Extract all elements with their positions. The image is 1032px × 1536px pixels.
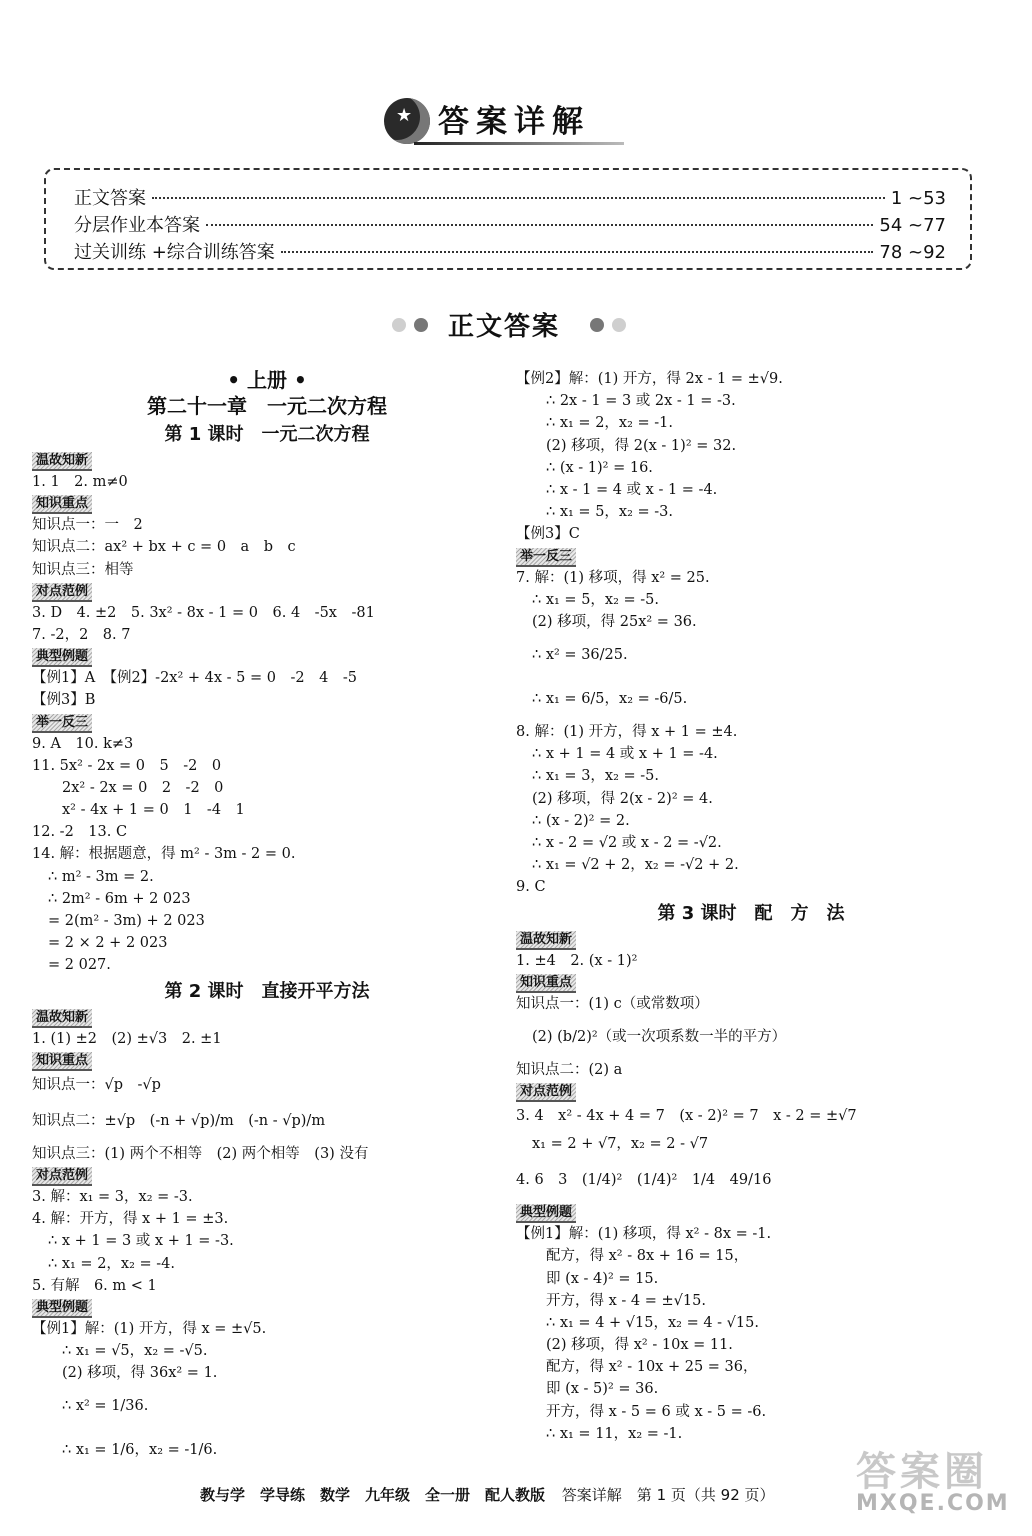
lesson-heading: 第 3 课时 配 方 法 [657, 902, 845, 924]
answer-line: ∴ x₁ = 6/5，x₂ = -6/5. [532, 691, 688, 708]
answer-line: 8. 解：(1) 开方，得 x + 1 = ±4. [516, 724, 738, 741]
header-banner [380, 92, 620, 152]
answer-line: 1. 1 2. m≠0 [32, 474, 128, 490]
watermark-top: 答案圈 [856, 1449, 988, 1495]
answer-line: ∴ x₁ = 2，x₂ = -1. [546, 415, 674, 432]
answer-line: = 2 × 2 + 2 023 [48, 935, 168, 952]
answer-line: (2) 移项，得 x² - 10x = 11. [546, 1337, 733, 1354]
answer-line: 4. 6 3 (1/4)² (1/4)² 1/4 49/16 [516, 1172, 772, 1189]
answer-line: x₁ = 2 + √7，x₂ = 2 - √7 [532, 1136, 709, 1153]
answer-line: 11. 5x² - 2x = 0 5 -2 0 [32, 757, 222, 774]
answer-line: 知识点二：ax² + bx + c = 0 a b c [32, 539, 296, 556]
answer-line: ∴ m² - 3m = 2. [48, 868, 154, 885]
answer-line: ∴ x₁ = 11，x₂ = -1. [546, 1425, 683, 1442]
toc-label: 正文答案 [74, 188, 146, 209]
answer-line: 知识点二：(2) a [516, 1061, 623, 1078]
section-tag: 举一反三 [516, 548, 576, 567]
answer-line: 开方，得 x - 4 = ±√15. [546, 1292, 706, 1309]
answer-line: 【例1】解：(1) 移项，得 x² - 8x = -1. [516, 1226, 772, 1243]
answer-line: 7. -2，2 8. 7 [32, 626, 131, 643]
toc-row[interactable] [74, 211, 946, 237]
section-tag: 对点范例 [32, 583, 92, 602]
answer-line: ∴ x - 2 = √2 或 x - 2 = -√2. [532, 835, 722, 851]
answer-line: (2) (b/2)²（或一次项系数一半的平方） [532, 1028, 787, 1045]
section-tag: 温故知新 [32, 1009, 92, 1028]
section-tag-row [516, 546, 986, 567]
page-title: 答案详解 [438, 104, 590, 140]
section-tag: 温故知新 [32, 452, 92, 471]
answer-line: 3. 解：x₁ = 3，x₂ = -3. [32, 1188, 193, 1205]
answer-line: 知识点三：相等 [32, 561, 134, 578]
section-tag: 对点范例 [516, 1083, 576, 1102]
bullet-dot-icon [414, 318, 428, 332]
toc-leader-dots [281, 251, 874, 253]
section-tag: 知识重点 [32, 1052, 92, 1071]
answer-line: ∴ x² = 36/25. [532, 647, 628, 664]
answer-line: 【例2】解：(1) 开方，得 2x - 1 = ±√9. [516, 371, 783, 387]
answer-line: 【例3】B [32, 692, 96, 709]
answer-line: ∴ x² = 1/36. [62, 1398, 149, 1415]
answer-line: ∴ x₁ = 4 + √15，x₂ = 4 - √15. [546, 1314, 759, 1331]
answer-line: ∴ x₁ = 1/6，x₂ = -1/6. [62, 1442, 218, 1459]
toc-label: 过关训练 +综合训练答案 [74, 242, 275, 263]
watermark-bottom: MXQE.COM [856, 1491, 1010, 1516]
section-tag: 知识重点 [516, 974, 576, 993]
chapter-heading: 第二十一章 一元二次方程 [147, 394, 387, 418]
section-tag-row [32, 646, 502, 667]
answer-line: x² - 4x + 1 = 0 1 -4 1 [62, 802, 245, 819]
answer-line: 7. 解：(1) 移项，得 x² = 25. [516, 569, 710, 586]
toc-leader-dots [206, 224, 873, 226]
answer-line: 【例1】A 【例2】-2x² + 4x - 5 = 0 -2 4 -5 [32, 670, 357, 687]
answer-line: 9. A 10. k≠3 [32, 735, 134, 752]
toc-label: 分层作业本答案 [74, 215, 200, 236]
answer-line: ∴ 2m² - 6m + 2 023 [48, 890, 191, 907]
answer-line: (2) 移项，得 36x² = 1. [62, 1365, 218, 1382]
toc-leader-dots [152, 197, 885, 199]
section-tag-row [516, 929, 986, 950]
star-icon: ★ [396, 105, 413, 126]
watermark [856, 1440, 1026, 1530]
answer-line: 知识点一：√p -√p [32, 1076, 161, 1093]
section-tag-row [32, 1050, 502, 1071]
section-tag-row [32, 1165, 502, 1186]
toc-row[interactable] [74, 184, 946, 210]
answer-line: 9. C [516, 879, 546, 896]
answer-line: ∴ x + 1 = 3 或 x + 1 = -3. [48, 1233, 234, 1250]
section-tag: 典型例题 [32, 1299, 92, 1318]
answer-line: ∴ x₁ = 5，x₂ = -5. [532, 591, 660, 608]
answer-line: (2) 移项，得 2(x - 2)² = 4. [532, 790, 713, 807]
title-underline [414, 142, 624, 145]
section-tag: 典型例题 [32, 648, 92, 667]
table-of-contents [44, 168, 972, 270]
answer-line: 1. ±4 2. (x - 1)² [516, 952, 638, 969]
toc-pages: 54 ~77 [879, 215, 946, 236]
answer-line: = 2 027. [48, 957, 111, 974]
answer-line: (2) 移项，得 2(x - 1)² = 32. [546, 437, 737, 454]
section-tag-row [32, 450, 502, 471]
answer-line: 即 (x - 4)² = 15. [546, 1270, 659, 1287]
answer-line: 知识点一：(1) c（或常数项） [516, 995, 709, 1012]
section-tag: 典型例题 [516, 1204, 576, 1223]
footer-page-info: 答案详解 第 1 页（共 92 页） [561, 1486, 775, 1504]
page-footer [200, 1484, 840, 1510]
answer-line: ∴ x - 1 = 4 或 x - 1 = -4. [546, 481, 718, 498]
section-tag-row [32, 712, 502, 733]
answer-line: 【例1】解：(1) 开方，得 x = ±√5. [32, 1320, 267, 1337]
section-tag: 对点范例 [32, 1167, 92, 1186]
section-tag-row [32, 1297, 502, 1318]
bullet-dot-icon [612, 318, 626, 332]
answer-line: 配方，得 x² - 8x + 16 = 15， [546, 1248, 749, 1265]
answer-line: 知识点三：(1) 两个不相等 (2) 两个相等 (3) 没有 [32, 1145, 369, 1162]
section-tag-row [516, 1081, 986, 1102]
answer-line: 3. D 4. ±2 5. 3x² - 8x - 1 = 0 6. 4 -5x -81 [32, 604, 375, 621]
answer-line: 知识点二：±√p (-n + √p)/m (-n - √p)/m [32, 1112, 326, 1129]
section-tag-row [32, 1007, 502, 1028]
answer-line: 5. 有解 6. m < 1 [32, 1277, 157, 1294]
section-tag-row [516, 972, 986, 993]
answer-line: 4. 解：开方，得 x + 1 = ±3. [32, 1211, 229, 1228]
answer-line: ∴ x₁ = √2 + 2，x₂ = -√2 + 2. [532, 857, 739, 874]
answer-line: 开方，得 x - 5 = 6 或 x - 5 = -6. [546, 1403, 767, 1420]
bullet-dot-icon [590, 318, 604, 332]
answer-line: 12. -2 13. C [32, 824, 128, 841]
toc-pages: 1 ~53 [890, 188, 946, 209]
toc-pages: 78 ~92 [879, 242, 946, 263]
answer-line: 知识点一：一 2 [32, 517, 143, 534]
answer-line: ∴ x + 1 = 4 或 x + 1 = -4. [532, 746, 718, 763]
answer-line: ∴ 2x - 1 = 3 或 2x - 1 = -3. [546, 393, 736, 410]
answer-line: 1. (1) ±2 (2) ±√3 2. ±1 [32, 1030, 222, 1047]
answer-line: = 2(m² - 3m) + 2 023 [48, 913, 205, 929]
section-tag: 举一反三 [32, 714, 92, 733]
section-tag-row [516, 1202, 986, 1223]
answer-line: ∴ x₁ = 5，x₂ = -3. [546, 504, 674, 521]
section-title: 正文答案 [448, 312, 561, 342]
answer-line: 3. 4 x² - 4x + 4 = 7 (x - 2)² = 7 x - 2 = ±√7 [516, 1108, 857, 1125]
answer-line: (2) 移项，得 25x² = 36. [532, 613, 697, 630]
answer-line: ∴ (x - 1)² = 16. [546, 459, 653, 476]
section-tag-row [32, 493, 502, 514]
lesson-heading: 第 2 课时 直接开平方法 [164, 980, 370, 1002]
answer-line: 2x² - 2x = 0 2 -2 0 [62, 779, 224, 796]
answers-right-column [516, 368, 986, 1445]
bullet-dot-icon [392, 318, 406, 332]
answer-line: ∴ (x - 2)² = 2. [532, 812, 630, 829]
answer-line: ∴ x₁ = √5，x₂ = -√5. [62, 1343, 208, 1360]
section-tag: 温故知新 [516, 931, 576, 950]
lesson-heading: 第 1 课时 一元二次方程 [164, 424, 370, 445]
answer-line: ∴ x₁ = 3，x₂ = -5. [532, 768, 660, 785]
answer-line: ∴ x₁ = 2，x₂ = -4. [48, 1255, 176, 1272]
toc-row[interactable] [74, 238, 946, 264]
answer-line: 14. 解：根据题意，得 m² - 3m - 2 = 0. [32, 846, 296, 863]
answer-line: 即 (x - 5)² = 36. [546, 1381, 659, 1398]
book-heading: • 上册 • [227, 368, 307, 392]
answer-line: 配方，得 x² - 10x + 25 = 36， [546, 1359, 758, 1376]
section-tag: 知识重点 [32, 495, 92, 514]
answers-left-column [32, 368, 502, 1472]
section-banner [392, 306, 642, 346]
footer-series: 教与学 学导练 数学 九年级 全一册 配人教版 [200, 1486, 546, 1504]
section-tag-row [32, 581, 502, 602]
answer-line: 【例3】C [516, 526, 580, 543]
